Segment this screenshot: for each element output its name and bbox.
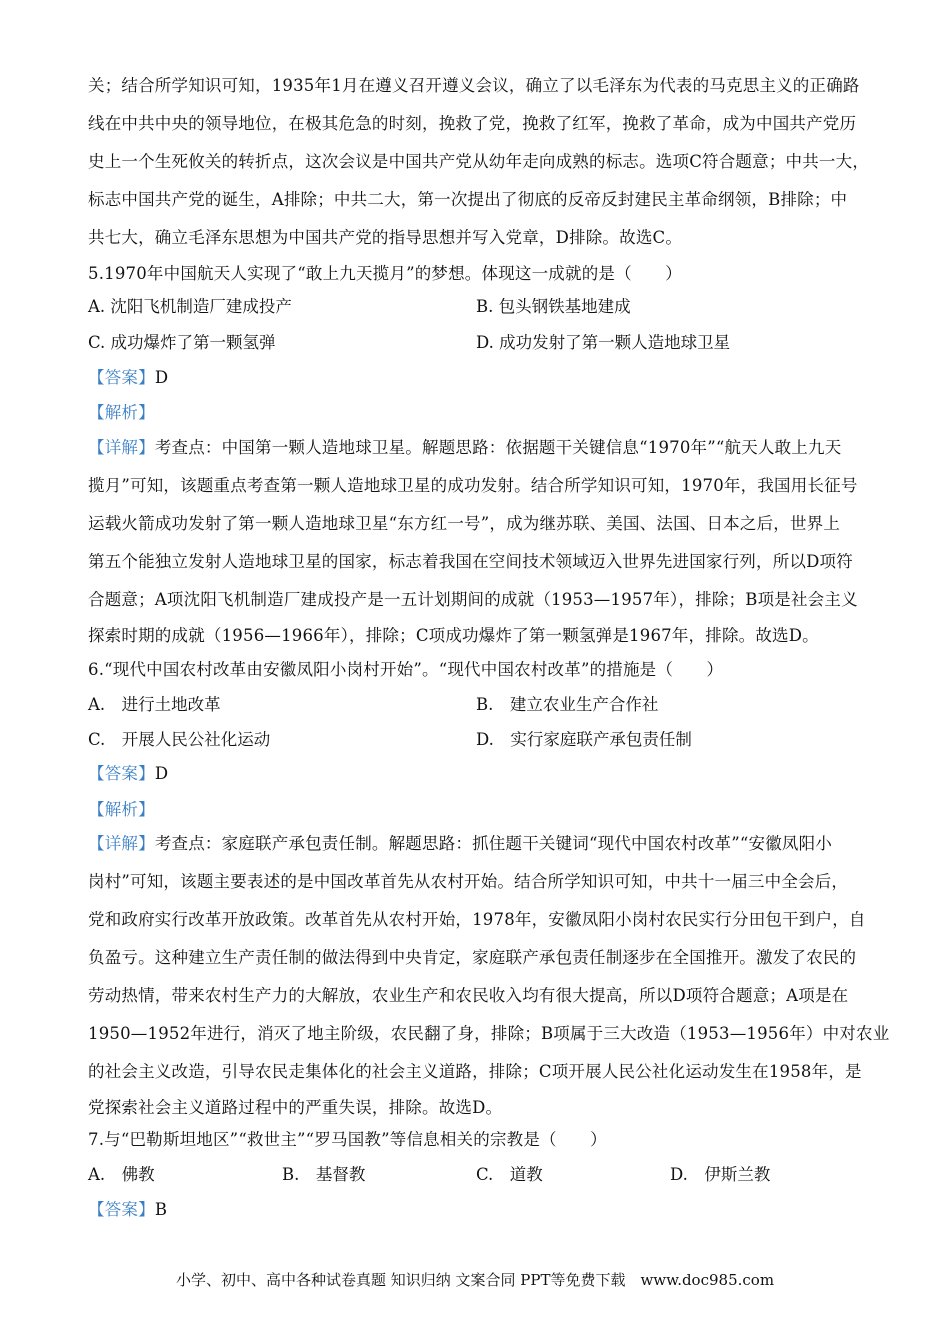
question-7: 7.与“巴勒斯坦地区”“救世主”“罗马国教”等信息相关的宗教是（ ） [88,1130,607,1149]
paragraph-line: 关；结合所学知识可知，1935年1月在遵义召开遵义会议，确立了以毛泽东为代表的马克思主义的正确路 [88,76,860,95]
question-5: 5.1970年中国航天人实现了“敢上九天揽月”的梦想。体现这一成就的是（ ） [88,264,682,283]
q5-analysis-tag: 【解析】 [88,403,155,422]
detail-text: 考查点：中国第一颗人造地球卫星。解题思路：依据题干关键信息“1970年”“航天人敢上九天 [154,438,842,457]
detail-tag: 【详解】 [88,438,155,457]
q7-option-b: B. 基督教 [282,1165,366,1184]
detail-text: 考查点：家庭联产承包责任制。解题思路：抓住题干关键词“现代中国农村改革”“安徽凤阳小 [154,834,833,853]
q5-detail-line: 第五个能独立发射人造地球卫星的国家，标志着我国在空间技术领域迈入世界先进国家行列，所以D项符 [88,552,853,571]
q6-detail-line: 的社会主义改造，引导农民走集体化的社会主义道路，排除；C项开展人民公社化运动发生在1958年，是 [88,1062,862,1081]
q5-option-d: D. 成功发射了第一颗人造地球卫星 [476,333,731,352]
answer-tag: 【答案】 [88,1200,155,1219]
answer-tag: 【答案】 [88,368,155,387]
q6-detail-line: 负盈亏。这种建立生产责任制的做法得到中央肯定，家庭联产承包责任制逐步在全国推开。激发了农民的 [88,948,857,967]
paragraph-line: 线在中共中央的领导地位，在极其危急的时刻，挽救了党，挽救了红军，挽救了革命，成为中国共产党历 [88,114,857,133]
answer-tag: 【答案】 [88,764,155,783]
q6-option-b: B. 建立农业生产合作社 [476,695,659,714]
q5-option-c: C. 成功爆炸了第一颗氢弹 [88,333,276,352]
answer-value: B [154,1200,168,1219]
q6-analysis-tag: 【解析】 [88,800,155,819]
q5-option-b: B. 包头钢铁基地建成 [476,297,631,316]
q5-detail-line: 合题意；A项沈阳飞机制造厂建成投产是一五计划期间的成就（1953—1957年），排除；B项是社会主义 [88,590,858,609]
q5-detail-line: 运载火箭成功发射了第一颗人造地球卫星“东方红一号”，成为继苏联、美国、法国、日本之后，世界上 [88,514,841,533]
question-6: 6.“现代中国农村改革由安徽凤阳小岗村开始”。“现代中国农村改革”的措施是（ ） [88,660,724,679]
page-footer: 小学、初中、高中各种试卷真题 知识归纳 文案合同 PPT等免费下载 www.doc985.com [175,1271,775,1289]
q7-option-c: C. 道教 [476,1165,543,1184]
q5-answer [88,368,168,388]
q5-detail-line [88,438,863,458]
q6-option-c: C. 开展人民公社化运动 [88,730,271,749]
q5-detail-line: 探索时期的成就（1956—1966年），排除；C项成功爆炸了第一颗氢弹是1967年，排除。故选D。 [88,626,819,645]
q6-detail-line: 劳动热情，带来农村生产力的大解放，农业生产和农民收入均有很大提高，所以D项符合题意；A项是在 [88,986,849,1005]
q6-detail-line: 党和政府实行改革开放政策。改革首先从农村开始，1978年，安徽凤阳小岗村农民实行分田包干到户，自 [88,910,866,929]
detail-tag: 【详解】 [88,834,155,853]
paragraph-line: 标志中国共产党的诞生，A排除；中共二大，第一次提出了彻底的反帝反封建民主革命纲领，B排除；中 [88,190,848,209]
q7-answer [88,1200,167,1220]
answer-value: D [154,764,169,783]
q6-detail-line: 1950—1952年进行，消灭了地主阶级，农民翻了身，排除；B项属于三大改造（1953—1956年）中对农业 [88,1024,890,1043]
q7-option-a: A. 佛教 [88,1165,155,1184]
paragraph-line: 史上一个生死攸关的转折点，这次会议是中国共产党从幼年走向成熟的标志。选项C符合题意；中共一大， [88,152,870,171]
q6-detail-line: 党探索社会主义道路过程中的严重失误，排除。故选D。 [88,1098,503,1117]
q5-detail-line: 揽月”可知，该题重点考查第一颗人造地球卫星的成功发射。结合所学知识可知，1970年，我国用长征号 [88,476,858,495]
q5-option-a: A. 沈阳飞机制造厂建成投产 [88,297,292,316]
q6-answer [88,764,168,784]
q6-option-d: D. 实行家庭联产承包责任制 [476,730,692,749]
paragraph-line: 共七大，确立毛泽东思想为中国共产党的指导思想并写入党章，D排除。故选C。 [88,228,683,247]
q6-option-a: A. 进行土地改革 [88,695,221,714]
q6-detail-line [88,834,863,854]
q6-detail-line: 岗村”可知，该题主要表述的是中国改革首先从农村开始。结合所学知识可知，中共十一届三中全会后， [88,872,849,891]
q7-option-d: D. 伊斯兰教 [670,1165,771,1184]
answer-value: D [154,368,169,387]
